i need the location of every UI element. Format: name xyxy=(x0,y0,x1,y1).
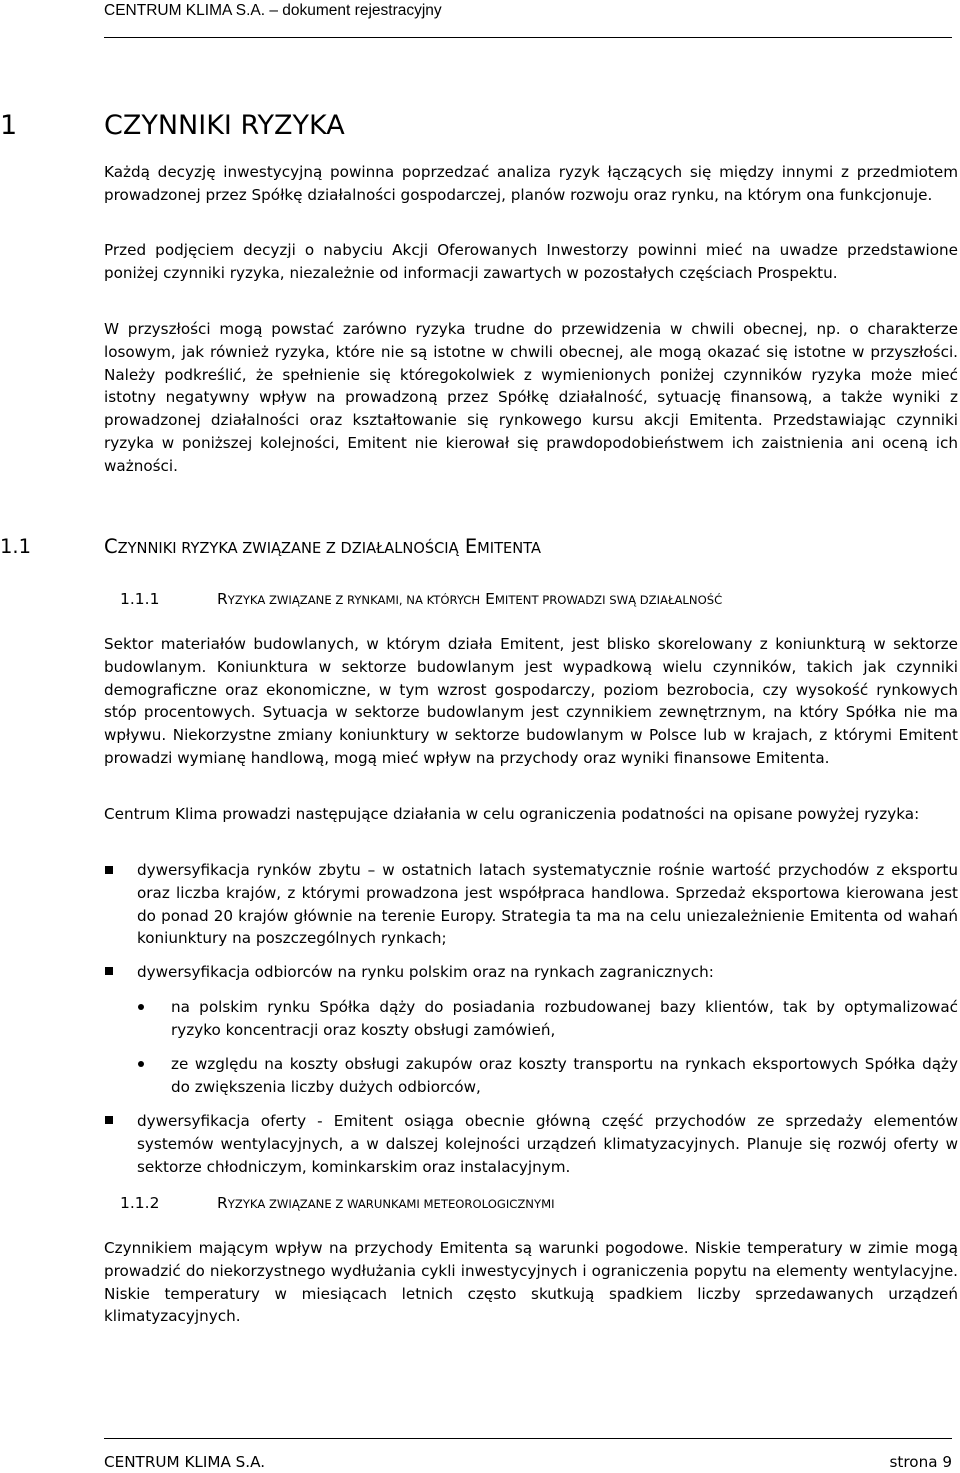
list-item xyxy=(137,961,958,984)
list-item-text: dywersyfikacja odbiorców na rynku polskim oraz na rynkach zagranicznych: xyxy=(137,963,714,981)
sub-list-item xyxy=(171,1053,958,1099)
square-bullet xyxy=(105,866,113,874)
paragraph-text: Sektor materiałów budowlanych, w którym działa Emitent, jest blisko skorelowany z koniunkturą w sektorze budowlanym. Koniunktura w sektorze budowlanym jest wypadkową wielu czynników, takich jak czynniki demograficzne oraz ekonomiczne, w tym wzrost gospodarczy, poziom bezrobocia, czy wysokość rynkowych stóp procentowych. Sytuacja w sektorze budowlanym jest czynnikiem zewnętrznym, na który Spółka nie ma wpływu. Niekorzystne zmiany koniunktury w sektorze budowlanym w Polsce lub w krajach, z którymi Emitent prowadzi wymianę handlową, mogą mieć wpływ na przychody oraz wyniki finansowe Emitenta. xyxy=(104,635,958,767)
chapter-number: 1 xyxy=(0,110,18,141)
subsection-number: 1.1.1 xyxy=(120,590,160,608)
intro-paragraph-1 xyxy=(104,161,958,207)
paragraph-text: Każdą decyzję inwestycyjną powinna poprzedzać analiza ryzyk łączących się między innymi z przedmiotem prowadzonej przez Spółkę działalności gospodarczej, planów rozwoju oraz rynku, na którym ona funkcjonuje. xyxy=(104,163,958,204)
square-bullet xyxy=(105,1116,113,1124)
round-bullet xyxy=(138,1004,144,1010)
subsection-number: 1.1.2 xyxy=(120,1194,160,1212)
section-title: CZYNNIKI RYZYKA ZWIĄZANE Z DZIAŁALNOŚCIĄ EMITENTA xyxy=(104,535,541,558)
sub-list-item xyxy=(171,996,958,1042)
subsection-title: RYZYKA ZWIĄZANE Z RYNKAMI, NA KTÓRYCH EMITENT PROWADZI SWĄ DZIAŁALNOŚĆ xyxy=(217,590,723,608)
round-bullet xyxy=(138,1061,144,1067)
market-risk-paragraph xyxy=(104,633,958,770)
section-number: 1.1 xyxy=(0,535,32,558)
list-item-text: ze względu na koszty obsługi zakupów oraz koszty transportu na rynkach eksportowych Spółka dąży do zwiększenia liczby dużych odbiorców, xyxy=(171,1055,958,1096)
paragraph-text: Centrum Klima prowadzi następujące działania w celu ograniczenia podatności na opisane powyżej ryzyka: xyxy=(104,805,920,823)
list-item-text: dywersyfikacja rynków zbytu – w ostatnich latach systematycznie rośnie wartość przychodów z eksportu oraz liczba krajów, z którymi prowadzona jest współpraca handlowa. Sprzedaż eksportowa kierowana jest do ponad 20 krajów głównie na terenie Europy. Strategia ta ma na celu uniezależnienie Emitenta od wahań koniunktury na poszczególnych rynkach; xyxy=(137,861,958,948)
list-item xyxy=(137,859,958,950)
list-item xyxy=(137,1110,958,1178)
running-header: CENTRUM KLIMA S.A. – dokument rejestracyjny xyxy=(104,2,442,19)
chapter-title: CZYNNIKI RYZYKA xyxy=(104,110,345,141)
list-item-text: dywersyfikacja oferty - Emitent osiąga obecnie główną część przychodów ze sprzedaży elementów systemów wentylacyjnych, a w dalszej kolejności urządzeń klimatyzacyjnych. Planuje się rozwój oferty w sektorze chłodniczym, kominkarskim oraz instalacyjnym. xyxy=(137,1112,958,1176)
paragraph-text: Przed podjęciem decyzji o nabyciu Akcji Oferowanych Inwestorzy powinni mieć na uwadze przedstawione poniżej czynniki ryzyka, niezależnie od informacji zawartych w pozostałych częściach Prospektu. xyxy=(104,241,958,282)
list-item-text: na polskim rynku Spółka dąży do posiadania rozbudowanej bazy klientów, tak by optymalizować ryzyko koncentracji oraz koszty obsługi zamówień, xyxy=(171,998,958,1039)
header-rule xyxy=(104,37,952,38)
mitigation-intro-paragraph xyxy=(104,803,958,826)
page-number: strona 9 xyxy=(889,1453,952,1471)
square-bullet xyxy=(105,967,113,975)
subsection-title: RYZYKA ZWIĄZANE Z WARUNKAMI METEOROLOGICZNYMI xyxy=(217,1194,555,1212)
weather-risk-paragraph xyxy=(104,1237,958,1328)
intro-paragraph-3 xyxy=(104,318,958,478)
footer-company: CENTRUM KLIMA S.A. xyxy=(104,1453,266,1471)
paragraph-text: W przyszłości mogą powstać zarówno ryzyka trudne do przewidzenia w chwili obecnej, np. o charakterze losowym, jak również ryzyka, które nie są istotne w chwili obecnej, ale mogą okazać się istotne w przyszłości. Należy podkreślić, że spełnienie się któregokolwiek z wymienionych poniżej czynników ryzyka może mieć istotny negatywny wpływ na prowadzoną przez Spółkę działalność, sytuację finansową, a także wyniki z prowadzonej działalności oraz kształtowanie się rynkowego kursu akcji Emitenta. Przedstawiając czynniki ryzyka w poniższej kolejności, Emitent nie kierował się prawdopodobieństwem ich zaistnienia ani oceną ich ważności. xyxy=(104,320,958,475)
paragraph-text: Czynnikiem mającym wpływ na przychody Emitenta są warunki pogodowe. Niskie temperatury w zimie mogą prowadzić do niekorzystnego wydłużania cykli inwestycyjnych i ograniczenia popytu na elementy wentylacyjne. Niskie temperatury w miesiącach letnich często skutkują spadkiem liczby sprzedawanych urządzeń klimatyzacyjnych. xyxy=(104,1239,958,1326)
footer-rule xyxy=(104,1438,952,1439)
intro-paragraph-2 xyxy=(104,239,958,285)
